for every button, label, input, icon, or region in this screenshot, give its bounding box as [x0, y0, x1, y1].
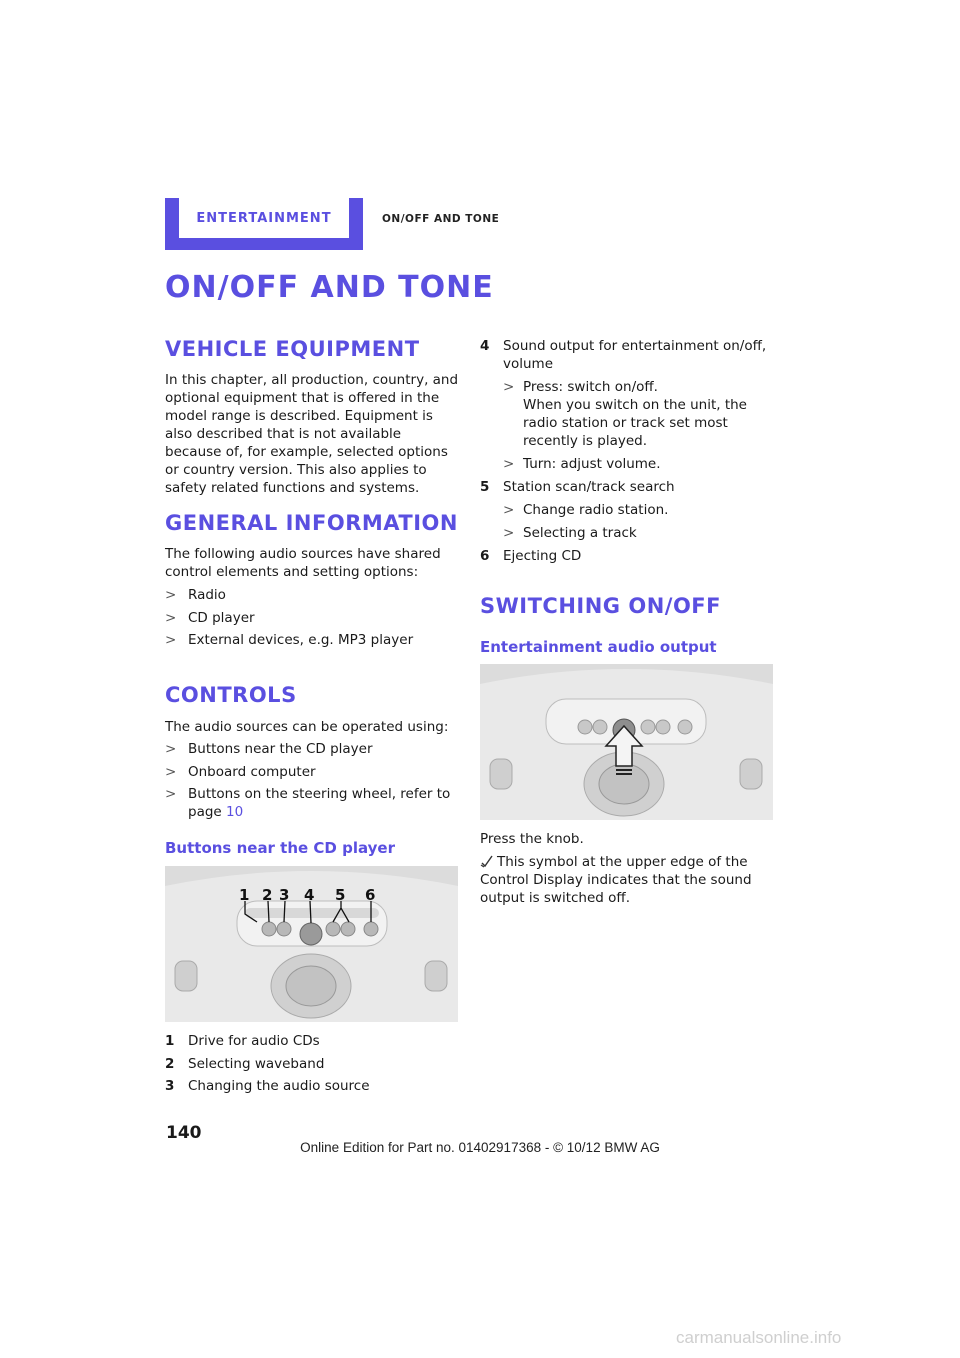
heading-switching-on-off: SWITCHING ON/OFF: [480, 594, 721, 618]
knob-illustration: [480, 664, 773, 820]
section-tab[interactable]: [179, 198, 349, 238]
page-title: ON/OFF AND TONE: [165, 270, 494, 305]
list-item: > External devices, e.g. MP3 player: [165, 632, 414, 648]
list-item: 6 Ejecting CD: [480, 548, 582, 564]
general-information-text: The following audio sources have shared control elements and setting options:: [165, 546, 441, 580]
sound-off-note: [480, 853, 774, 907]
bullet-arrow-icon: >: [165, 609, 177, 626]
list-item: 3 Changing the audio source: [165, 1078, 370, 1094]
subheading-entertainment-audio: Entertainment audio output: [480, 638, 717, 656]
bullet-arrow-icon: >: [503, 379, 515, 395]
list-item: 2 Selecting waveband: [165, 1055, 325, 1072]
subheading-buttons-cd: Buttons near the CD player: [165, 839, 395, 857]
list-item: > Selecting a track: [503, 525, 637, 541]
page-reference-link[interactable]: 10: [226, 804, 244, 820]
bullet-arrow-icon: >: [503, 456, 515, 472]
sound-off-icon: [480, 854, 494, 868]
bullet-arrow-icon: >: [503, 525, 515, 541]
heading-vehicle-equipment: VEHICLE EQUIPMENT: [165, 337, 420, 361]
list-item: > Buttons near the CD player: [165, 741, 373, 757]
bullet-arrow-icon: >: [503, 502, 515, 518]
list-item: 4 Sound output for entertainment on/off, volume: [480, 338, 767, 372]
sound-off-text: This symbol at the upper edge of the Control Display indicates that the sound output is switched off.: [480, 854, 752, 906]
audio-source-list: [165, 586, 459, 649]
page-number: 140: [166, 1123, 202, 1143]
heading-general-information: GENERAL INFORMATION: [165, 511, 458, 535]
knob-photo: [480, 664, 773, 820]
cd-player-photo: [165, 866, 458, 1022]
controls-text: The audio sources can be operated using:: [165, 719, 449, 735]
bullet-arrow-icon: >: [165, 587, 177, 603]
list-item: > Change radio station.: [503, 502, 669, 518]
list-item: > Buttons on the steering wheel, refer to page 10: [165, 786, 451, 820]
heading-controls: CONTROLS: [165, 683, 297, 707]
controls-list: [165, 740, 459, 821]
running-header: ON/OFF AND TONE: [382, 213, 500, 225]
figure-label-2: 2: [262, 886, 273, 904]
button-legend-list: [165, 1032, 459, 1095]
list-item: > CD player: [165, 609, 255, 626]
figure-label-4: 4: [304, 886, 315, 904]
list-item: 5 Station scan/track search: [480, 479, 675, 495]
button-legend-continued: [480, 337, 774, 565]
figure-label-1: 1: [239, 886, 250, 904]
list-item: > Onboard computer: [165, 763, 316, 780]
bullet-arrow-icon: >: [165, 632, 177, 648]
list-item: 1 Drive for audio CDs: [165, 1033, 320, 1049]
vehicle-equipment-text: In this chapter, all production, country, and optional equipment that is offered in the model range is described. Equipment is also described that is not available because of, for example, selected options or country version. This also applies to safety related functions and systems.: [165, 372, 459, 496]
press-knob-text: Press the knob.: [480, 831, 584, 847]
list-item: > Turn: adjust volume.: [503, 456, 661, 472]
watermark: carmanualsonline.info: [676, 1328, 842, 1347]
bullet-arrow-icon: >: [165, 763, 177, 780]
figure-label-5: 5: [335, 886, 346, 904]
figure-label-3: 3: [279, 886, 290, 904]
figure-label-6: 6: [365, 886, 376, 904]
section-tab-label: ENTERTAINMENT: [196, 210, 332, 226]
list-item: > Radio: [165, 587, 226, 603]
list-item: > Press: switch on/off. When you switch on the unit, the radio station or track set most recently is played.: [503, 379, 747, 449]
footer-text: Online Edition for Part no. 01402917368 - © 10/12 BMW AG: [300, 1140, 660, 1155]
bullet-arrow-icon: >: [165, 786, 177, 802]
bullet-arrow-icon: >: [165, 741, 177, 757]
cd-player-illustration: [165, 866, 458, 1022]
